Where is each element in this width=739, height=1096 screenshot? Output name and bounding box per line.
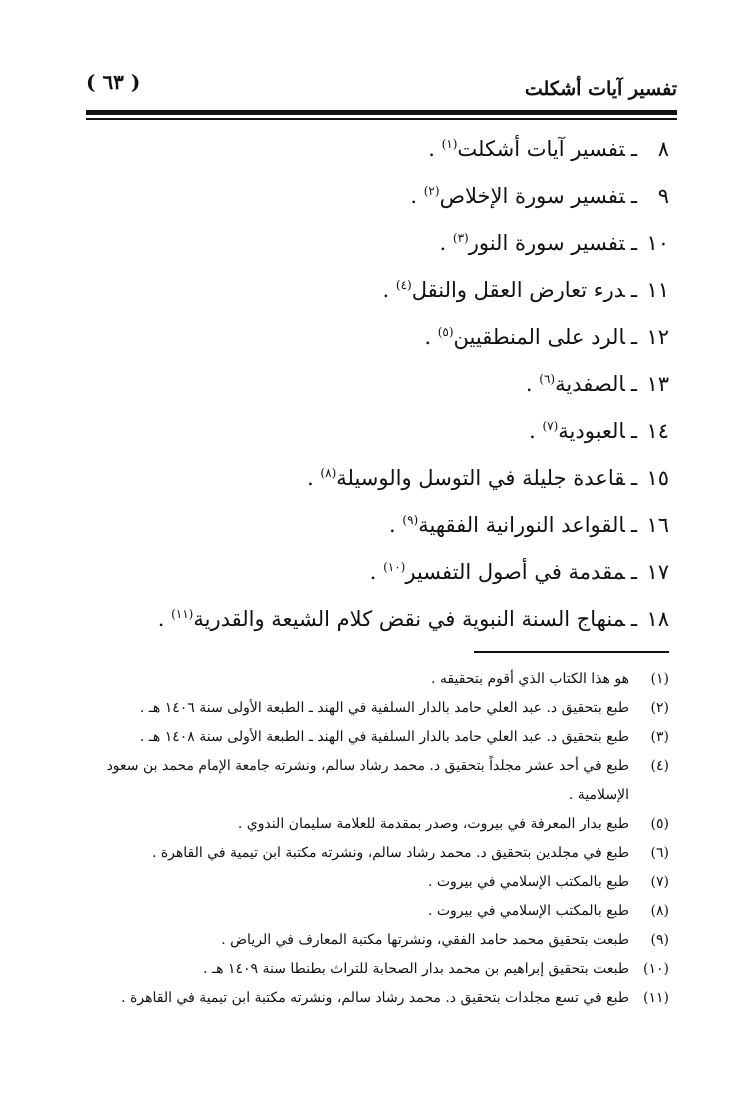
list-item [69,314,669,361]
list-item-title: العبودية [558,419,625,443]
list-item-title: منهاج السنة النبوية في نقض كلام الشيعة والقدرية [193,607,625,631]
footnote-text: طبعت بتحقيق إبراهيم بن محمد بدار الصحابة للتراث بطنطا سنة ١٤٠٩ هـ . [203,961,629,977]
footnote-number: (٨) [650,903,669,919]
footnote [69,810,669,839]
list-item-number: ١٨ [646,607,669,631]
footnote-text: طبع بتحقيق د. عبد العلي حامد بالدار السلفية في الهند ـ الطبعة الأولى سنة ١٤٠٨ هـ . [139,729,629,745]
footnote [69,897,669,926]
list-item-dash: ـ [630,513,637,537]
footnote-number: (١) [650,671,669,687]
footnote-text: طبعت بتحقيق محمد حامد الفقي، ونشرتها مكتبة المعارف في الرياض . [221,932,629,948]
list-item-dash: ـ [630,278,637,302]
footnote-number: (٥) [650,816,669,832]
footnote-text: هو هذا الكتاب الذي أقوم بتحقيقه . [431,671,629,687]
list-item [69,408,669,455]
footnote-reference: (٢) [423,184,440,198]
footnote-number: (٢) [650,700,669,716]
list-item-number: ٩ [657,184,669,208]
list-item [69,502,669,549]
list-item-title: قاعدة جليلة في التوسل والوسيلة [336,466,625,490]
footnote-text: طبع بدار المعرفة في بيروت، وصدر بمقدمة للعلامة سليمان الندوي . [237,816,629,832]
footnote [69,752,669,810]
footnote [69,723,669,752]
footnote-reference: (٦) [539,372,556,386]
footnote-reference: (٣) [452,231,469,245]
list-item-title: الرد على المنطقيين [453,325,625,349]
list-item-period: . [382,278,396,302]
footnote-reference: (٧) [542,419,559,433]
footnote-number: (١١) [643,990,669,1006]
footnote-reference: (١١) [171,607,194,621]
page-number: ( ٦٣ ) [86,70,141,94]
footnote-reference: (٨) [320,466,337,480]
list-item-title: القواعد النورانية الفقهية [418,513,625,537]
footnote-reference: (٤) [395,278,412,292]
list-item-number: ١١ [646,278,669,302]
list-item-dash: ـ [630,325,637,349]
list-item-period: . [525,372,540,396]
list-item [69,267,669,314]
footnote-separator [474,651,669,653]
list-item-period: . [428,137,442,161]
list-item-number: ١٠ [646,231,669,255]
list-item-title: تفسير سورة الإخلاص [439,184,625,208]
list-item-dash: ـ [630,560,637,584]
list-item-period: . [389,513,403,537]
running-title: تفسير آيات أشكلت [524,78,677,100]
footnote-reference: (٩) [402,513,419,527]
footnote [69,694,669,723]
list-item-number: ١٤ [646,419,669,443]
list-item-number: ١٥ [646,466,669,490]
list-item-dash: ـ [630,372,637,396]
list-item [69,173,669,220]
list-item-dash: ـ [630,419,637,443]
footnote-text: طبع بالمكتب الإسلامي في بيروت . [427,874,629,890]
works-list [69,126,669,643]
list-item-title: درء تعارض العقل والنقل [411,278,625,302]
list-item-period: . [369,560,384,584]
footnote-reference: (١٠) [383,560,406,574]
footnote-reference: (١) [441,137,458,151]
footnote-number: (٩) [650,932,669,948]
list-item-title: تفسير سورة النور [468,231,625,255]
footnotes-list [69,665,669,1013]
list-item-title: مقدمة في أصول التفسير [405,560,625,584]
footnote-number: (٧) [650,874,669,890]
footnote [69,839,669,868]
list-item-period: . [439,231,453,255]
footnote [69,868,669,897]
list-item [69,596,669,643]
list-item-number: ١٧ [646,560,669,584]
footnote-number: (٦) [650,845,669,861]
list-item-number: ١٣ [646,372,669,396]
list-item-number: ١٢ [646,325,669,349]
list-item-dash: ـ [630,137,637,161]
footnote-reference: (٥) [437,325,454,339]
footnote [69,926,669,955]
footnote-text: طبع في أحد عشر مجلداً بتحقيق د. محمد رشاد سالم، ونشرته جامعة الإمام محمد بن سعود الإسلامية . [106,758,629,803]
list-item-dash: ـ [630,231,637,255]
list-item-period: . [157,607,172,631]
list-item-period: . [529,419,543,443]
header-rule-thin [86,118,677,120]
header-rule-thick [86,110,677,115]
list-item [69,455,669,502]
footnote [69,984,669,1013]
footnote [69,665,669,694]
list-item-dash: ـ [630,184,637,208]
list-item [69,549,669,596]
footnote-text: طبع في تسع مجلدات بتحقيق د. محمد رشاد سالم، ونشرته مكتبة ابن تيمية في القاهرة . [121,990,629,1006]
footnote-number: (١٠) [643,961,669,977]
list-item-dash: ـ [630,466,637,490]
list-item-number: ١٦ [646,513,669,537]
footnote [69,955,669,984]
list-item-title: تفسير آيات أشكلت [457,137,625,161]
footnote-text: طبع في مجلدين بتحقيق د. محمد رشاد سالم، ونشرته مكتبة ابن تيمية في القاهرة . [151,845,629,861]
list-item-period: . [424,325,438,349]
footnote-number: (٤) [650,758,669,774]
footnote-text: طبع بالمكتب الإسلامي في بيروت . [427,903,629,919]
list-item-title: الصفدية [555,372,625,396]
footnote-text: طبع بتحقيق د. عبد العلي حامد بالدار السلفية في الهند ـ الطبعة الأولى سنة ١٤٠٦ هـ . [139,700,629,716]
list-item-period: . [307,466,321,490]
list-item [69,220,669,267]
list-item [69,361,669,408]
list-item-dash: ـ [630,607,637,631]
list-item [69,126,669,173]
footnote-number: (٣) [650,729,669,745]
list-item-number: ٨ [657,137,669,161]
list-item-period: . [410,184,424,208]
